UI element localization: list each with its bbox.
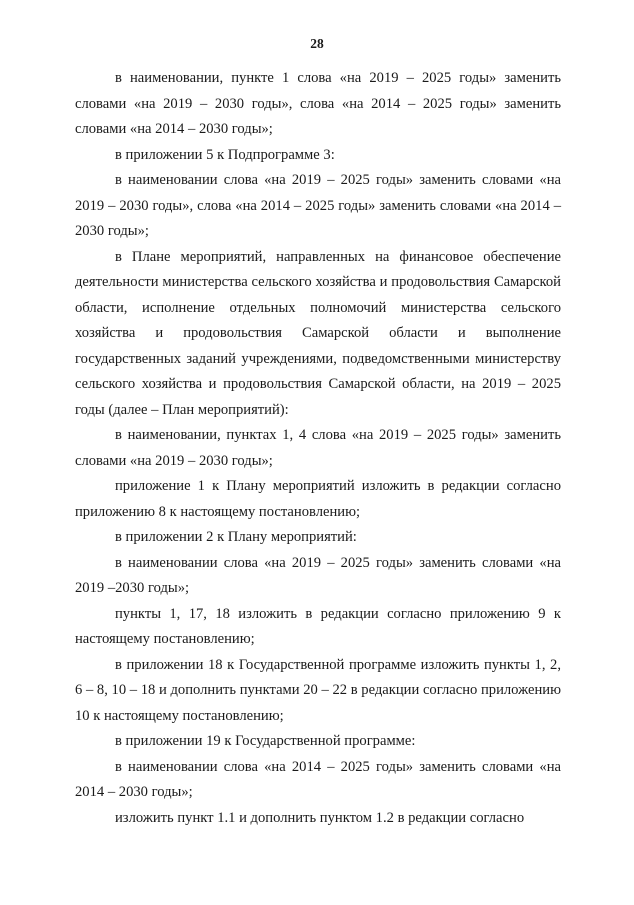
paragraph: в наименовании, пунктах 1, 4 слова «на 2019 – 2025 годы» заменить словами «на 2019 – 2030 годы»;	[75, 427, 561, 469]
paragraph: в наименовании, пункте 1 слова «на 2019 – 2025 годы» заменить словами «на 2019 – 2030 годы», слова «на 2014 – 2025 годы» заменить словами «на 2014 – 2030 годы»;	[75, 70, 561, 137]
paragraph: в наименовании слова «на 2019 – 2025 годы» заменить словами «на 2019 – 2030 годы», слова «на 2014 – 2025 годы» заменить словами «на 2014 – 2030 годы»;	[75, 172, 561, 239]
paragraph: в наименовании слова «на 2014 – 2025 годы» заменить словами «на 2014 – 2030 годы»;	[75, 758, 561, 800]
paragraph: в приложении 5 к Подпрограмме 3:	[115, 146, 335, 163]
document-body	[75, 66, 561, 831]
paragraph: в приложении 2 к Плану мероприятий:	[115, 529, 357, 545]
paragraph: пункты 1, 17, 18 изложить в редакции согласно приложению 9 к настоящему постановлению;	[75, 605, 561, 647]
paragraph: приложение 1 к Плану мероприятий изложить в редакции согласно приложению 8 к настоящему постановлению;	[75, 478, 561, 520]
paragraph: изложить пункт 1.1 и дополнить пунктом 1.2 в редакции согласно	[115, 809, 525, 826]
paragraph: в Плане мероприятий, направленных на финансовое обеспечение деятельности министерства сельского хозяйства и продовольствия Самарской области, исполнение отдельных полномочий министерства сельского хозяйства и продовольствия Самарской области и выполнение государственных заданий учреждениями, подведомственными министерству сельского хозяйства и продовольствия Самарской области, на 2019 – 2025 годы (далее – План мероприятий):	[75, 248, 561, 418]
paragraph: в приложении 18 к Государственной программе изложить пункты 1, 2, 6 – 8, 10 – 18 и дополнить пунктами 20 – 22 в редакции согласно приложению 10 к настоящему постановлению;	[75, 656, 561, 724]
paragraph: в приложении 19 к Государственной программе:	[115, 733, 416, 749]
page-number: 28	[310, 36, 324, 51]
paragraph: в наименовании слова «на 2019 – 2025 годы» заменить словами «на 2019 –2030 годы»;	[75, 554, 561, 596]
